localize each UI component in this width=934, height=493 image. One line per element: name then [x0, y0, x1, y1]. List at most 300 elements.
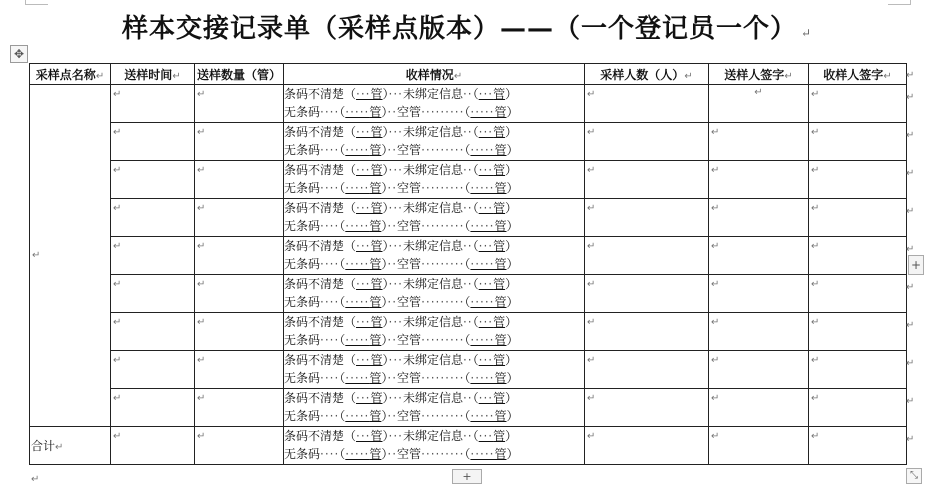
- dot-leader: ·····: [470, 409, 495, 423]
- receiver-signature-cell[interactable]: [809, 85, 907, 123]
- unit-label: 管: [494, 219, 507, 233]
- send-time-cell[interactable]: [111, 237, 195, 275]
- sender-signature-cell[interactable]: [709, 389, 809, 427]
- unit-label: 管: [494, 409, 507, 423]
- paragraph-mark: ↵: [906, 130, 915, 141]
- dot-leader: ·········: [421, 447, 465, 461]
- paragraph-mark: ↵: [587, 241, 596, 252]
- unit-label: 管: [494, 333, 507, 347]
- send-quantity-cell[interactable]: [195, 161, 284, 199]
- tube-count-blank[interactable]: [479, 163, 505, 177]
- condition-label: 未绑定信息: [402, 239, 463, 253]
- condition-line-no-barcode: [284, 103, 584, 121]
- receipt-status-cell[interactable]: [284, 199, 585, 237]
- dot-leader: ·····: [345, 409, 370, 423]
- condition-label: 空管: [397, 105, 422, 119]
- table-move-handle-icon[interactable]: ✥: [10, 45, 28, 63]
- sender-signature-cell[interactable]: [709, 199, 809, 237]
- paren-open: （: [464, 371, 471, 385]
- paragraph-mark: ↵: [587, 89, 596, 100]
- paragraph-mark: ↵: [113, 127, 122, 138]
- dot-leader: ··: [387, 333, 398, 347]
- paren-close: ）: [506, 257, 519, 271]
- send-time-cell[interactable]: [111, 313, 195, 351]
- page-title-text: 样本交接记录单（采样点版本）——（一个登记员一个）: [121, 14, 797, 44]
- unit-label: 管: [494, 143, 507, 157]
- dot-leader: ····: [320, 333, 340, 347]
- unit-label: 管: [369, 143, 382, 157]
- condition-label: 无条码: [284, 143, 321, 157]
- sender-signature-cell[interactable]: [709, 237, 809, 275]
- paragraph-mark: ↵: [906, 206, 915, 217]
- paren-open: （: [472, 87, 479, 101]
- tube-count-blank[interactable]: [356, 201, 382, 215]
- tube-count-blank[interactable]: [356, 125, 382, 139]
- unit-label: 管: [370, 429, 383, 443]
- paragraph-mark: ↵: [711, 317, 720, 328]
- dot-leader: ···: [478, 201, 494, 215]
- paren-close: ）: [382, 163, 389, 177]
- unit-label: 管: [369, 105, 382, 119]
- paragraph-mark: ↵: [906, 320, 915, 331]
- receiver-signature-cell[interactable]: [809, 123, 907, 161]
- paren-close: ）: [505, 201, 518, 215]
- unit-label: 管: [369, 295, 382, 309]
- condition-line-unclear: [284, 389, 584, 407]
- unit-label: 管: [493, 391, 506, 405]
- condition-label: 条码不清楚: [284, 87, 345, 101]
- paragraph-mark: ↵: [197, 393, 206, 404]
- table-header-row: [30, 64, 907, 85]
- unit-label: 管: [493, 353, 506, 367]
- paragraph-mark: ↵: [587, 317, 596, 328]
- send-time-cell[interactable]: [111, 161, 195, 199]
- table-row: [30, 123, 907, 161]
- paragraph-mark: ↵: [711, 127, 720, 138]
- paren-close: ）: [381, 409, 388, 423]
- unit-label: 管: [494, 181, 507, 195]
- condition-label: 空管: [397, 257, 422, 271]
- send-quantity-cell[interactable]: [195, 123, 284, 161]
- paragraph-mark: ↵: [800, 26, 813, 40]
- tube-count-blank[interactable]: [470, 295, 506, 309]
- tube-count-blank[interactable]: [479, 315, 505, 329]
- dot-leader: ··: [387, 105, 398, 119]
- condition-label: 空管: [397, 295, 422, 309]
- send-quantity-cell[interactable]: [195, 389, 284, 427]
- unit-label: 管: [494, 105, 507, 119]
- paren-open: （: [339, 371, 346, 385]
- paragraph-mark: ↵: [587, 355, 596, 366]
- dot-leader: ··: [462, 239, 473, 253]
- sender-signature-cell[interactable]: [709, 351, 809, 389]
- tube-count-blank[interactable]: [345, 105, 381, 119]
- dot-leader: ·····: [345, 295, 370, 309]
- paren-close: ）: [382, 125, 389, 139]
- dot-leader: ··: [462, 125, 473, 139]
- unit-label: 管: [369, 333, 382, 347]
- dot-leader: ·····: [345, 371, 370, 385]
- dot-leader: ···: [356, 315, 371, 329]
- tube-count-blank[interactable]: [356, 315, 382, 329]
- header-label: 采样点名称: [35, 67, 96, 82]
- unit-label: 管: [494, 371, 507, 385]
- paragraph-mark: ↵: [906, 434, 915, 445]
- paren-open: （: [339, 143, 346, 157]
- send-time-cell[interactable]: [111, 351, 195, 389]
- paragraph-mark: ↵: [113, 393, 122, 404]
- unit-label: 管: [493, 277, 506, 291]
- receipt-status-cell[interactable]: [284, 85, 585, 123]
- dot-leader: ···: [388, 429, 403, 443]
- dot-leader: ·········: [421, 295, 465, 309]
- receipt-status-cell[interactable]: [284, 123, 585, 161]
- condition-label: 未绑定信息: [402, 201, 463, 215]
- add-column-button[interactable]: +: [908, 255, 924, 275]
- receiver-signature-cell[interactable]: [809, 161, 907, 199]
- tube-count-blank[interactable]: [470, 257, 506, 271]
- dot-leader: ···: [356, 125, 371, 139]
- paragraph-mark: ↵: [711, 203, 720, 214]
- sampled-count-cell[interactable]: [585, 313, 709, 351]
- paren-open: （: [472, 125, 479, 139]
- tube-count-blank[interactable]: [470, 143, 506, 157]
- dot-leader: ···: [356, 201, 371, 215]
- dot-leader: ·····: [345, 181, 370, 195]
- paren-close: ）: [382, 87, 389, 101]
- dot-leader: ···: [388, 163, 403, 177]
- condition-label: 空管: [397, 219, 422, 233]
- receipt-status-cell[interactable]: [284, 237, 585, 275]
- paren-open: （: [472, 201, 479, 215]
- receipt-status-cell[interactable]: [284, 427, 585, 465]
- paragraph-mark: ↵: [883, 70, 892, 82]
- sender-signature-cell[interactable]: [709, 275, 809, 313]
- paren-open: （: [472, 429, 479, 443]
- paren-close: ）: [505, 353, 518, 367]
- tube-count-blank[interactable]: [470, 105, 506, 119]
- tube-count-blank[interactable]: [345, 447, 381, 461]
- tube-count-blank[interactable]: [345, 333, 381, 347]
- receipt-status-cell[interactable]: [284, 389, 585, 427]
- tube-count-blank[interactable]: [479, 353, 505, 367]
- dot-leader: ·····: [470, 105, 495, 119]
- condition-label: 空管: [397, 409, 422, 423]
- dot-leader: ··: [387, 371, 398, 385]
- sampled-count-cell[interactable]: [585, 123, 709, 161]
- table-row: [30, 199, 907, 237]
- paren-open: （: [344, 277, 357, 291]
- dot-leader: ···: [478, 353, 494, 367]
- tube-count-blank[interactable]: [479, 201, 505, 215]
- unit-label: 管: [493, 87, 506, 101]
- send-quantity-cell[interactable]: [195, 275, 284, 313]
- table-row: [30, 161, 907, 199]
- paren-close: ）: [381, 257, 388, 271]
- paren-close: ）: [506, 143, 519, 157]
- tube-count-blank[interactable]: [470, 447, 506, 461]
- paragraph-mark: ↵: [906, 396, 915, 407]
- unit-label: 管: [494, 295, 507, 309]
- tube-count-blank[interactable]: [345, 295, 381, 309]
- dot-leader: ·········: [421, 105, 465, 119]
- condition-line-unclear: [284, 237, 584, 255]
- paragraph-mark: ↵: [197, 165, 206, 176]
- dot-leader: ····: [320, 447, 340, 461]
- send-time-cell[interactable]: [111, 389, 195, 427]
- dot-leader: ·········: [421, 409, 465, 423]
- tube-count-blank[interactable]: [479, 429, 505, 443]
- receiver-signature-cell[interactable]: [809, 199, 907, 237]
- send-time-cell[interactable]: [111, 123, 195, 161]
- condition-line-no-barcode: [284, 217, 584, 235]
- dot-leader: ·····: [470, 181, 495, 195]
- receiver-signature-cell[interactable]: [809, 389, 907, 427]
- tube-count-blank[interactable]: [356, 277, 382, 291]
- condition-label: 无条码: [284, 409, 321, 423]
- header-receipt-status: [284, 64, 585, 85]
- paren-close: ）: [381, 219, 388, 233]
- paren-close: ）: [506, 181, 519, 195]
- condition-label: 空管: [397, 447, 422, 461]
- paren-open: （: [464, 257, 471, 271]
- dot-leader: ····: [320, 295, 340, 309]
- dot-leader: ···: [478, 125, 494, 139]
- receipt-status-cell[interactable]: [284, 161, 585, 199]
- paren-open: （: [344, 201, 357, 215]
- paragraph-mark: ↵: [811, 165, 820, 176]
- dot-leader: ····: [320, 105, 340, 119]
- tube-count-blank[interactable]: [345, 409, 381, 423]
- paren-open: （: [344, 239, 357, 253]
- send-quantity-cell[interactable]: [195, 199, 284, 237]
- condition-line-unclear: [284, 123, 584, 141]
- tube-count-blank[interactable]: [470, 371, 506, 385]
- dot-leader: ···: [388, 125, 403, 139]
- sampled-count-cell[interactable]: [585, 351, 709, 389]
- paren-close: ）: [381, 143, 388, 157]
- condition-line-no-barcode: [284, 445, 584, 463]
- unit-label: 管: [370, 353, 383, 367]
- send-time-cell[interactable]: [111, 199, 195, 237]
- tube-count-blank[interactable]: [470, 219, 506, 233]
- send-time-cell[interactable]: [111, 85, 195, 123]
- header-label: 送样人签字: [724, 67, 785, 82]
- receipt-status-cell[interactable]: [284, 275, 585, 313]
- tube-count-blank[interactable]: [356, 87, 382, 101]
- paragraph-mark: ↵: [754, 87, 763, 98]
- paragraph-mark: ↵: [197, 279, 206, 290]
- sender-signature-cell[interactable]: [709, 313, 809, 351]
- tube-count-blank[interactable]: [356, 353, 382, 367]
- sampled-count-cell[interactable]: [585, 199, 709, 237]
- paragraph-mark: ↵: [587, 431, 596, 442]
- paren-open: （: [339, 105, 346, 119]
- header-label: 送样数量（管）: [196, 67, 281, 82]
- unit-label: 管: [370, 391, 383, 405]
- tube-count-blank[interactable]: [356, 239, 382, 253]
- paragraph-mark: ↵: [197, 127, 206, 138]
- unit-label: 管: [370, 163, 383, 177]
- sampled-count-cell[interactable]: [585, 427, 709, 465]
- paren-close: ）: [381, 181, 388, 195]
- tube-count-blank[interactable]: [345, 371, 381, 385]
- condition-label: 空管: [397, 371, 422, 385]
- tube-count-blank[interactable]: [345, 219, 381, 233]
- condition-line-unclear: [284, 85, 584, 103]
- tube-count-blank[interactable]: [470, 181, 506, 195]
- dot-leader: ·····: [470, 257, 495, 271]
- condition-label: 条码不清楚: [284, 125, 345, 139]
- tube-count-blank[interactable]: [356, 391, 382, 405]
- receiver-signature-cell[interactable]: [809, 351, 907, 389]
- send-time-cell[interactable]: [111, 275, 195, 313]
- sender-signature-cell[interactable]: [709, 161, 809, 199]
- paren-close: ）: [505, 429, 518, 443]
- tube-count-blank[interactable]: [345, 257, 381, 271]
- sampled-count-cell[interactable]: [585, 389, 709, 427]
- receiver-signature-cell[interactable]: [809, 237, 907, 275]
- header-sampled-count: [585, 64, 709, 85]
- dot-leader: ··: [387, 409, 398, 423]
- paragraph-mark: ↵: [906, 168, 915, 179]
- dot-leader: ··: [387, 219, 398, 233]
- paren-close: ）: [505, 87, 518, 101]
- dot-leader: ···: [388, 201, 403, 215]
- tube-count-blank[interactable]: [479, 125, 505, 139]
- paragraph-mark: ↵: [453, 70, 463, 82]
- paren-close: ）: [382, 201, 389, 215]
- dot-leader: ····: [320, 181, 340, 195]
- paragraph-mark: ↵: [906, 244, 915, 255]
- page-corner-mark-right: [888, 0, 911, 5]
- paragraph-mark: ↵: [197, 431, 206, 442]
- sampled-count-cell[interactable]: [585, 275, 709, 313]
- paren-open: （: [344, 163, 357, 177]
- condition-label: 未绑定信息: [402, 125, 463, 139]
- dot-leader: ·········: [421, 181, 465, 195]
- paragraph-mark: ↵: [784, 70, 793, 82]
- tube-count-blank[interactable]: [345, 143, 381, 157]
- paragraph-mark: ↵: [113, 279, 122, 290]
- receipt-status-cell[interactable]: [284, 313, 585, 351]
- condition-label: 未绑定信息: [402, 315, 463, 329]
- paren-open: （: [344, 315, 357, 329]
- paren-open: （: [344, 87, 357, 101]
- dot-leader: ·········: [421, 257, 465, 271]
- paren-open: （: [339, 333, 346, 347]
- paragraph-mark: ↵: [197, 89, 206, 100]
- receiver-signature-cell[interactable]: [809, 275, 907, 313]
- paren-open: （: [339, 257, 346, 271]
- paren-open: （: [464, 181, 471, 195]
- send-quantity-cell[interactable]: [195, 237, 284, 275]
- tube-count-blank[interactable]: [479, 239, 505, 253]
- dot-leader: ··: [462, 429, 473, 443]
- receiver-signature-cell[interactable]: [809, 313, 907, 351]
- dot-leader: ··: [462, 163, 473, 177]
- dot-leader: ···: [388, 315, 403, 329]
- paragraph-mark: ↵: [587, 203, 596, 214]
- dot-leader: ···: [478, 429, 494, 443]
- dot-leader: ·····: [345, 447, 370, 461]
- receipt-status-cell[interactable]: [284, 351, 585, 389]
- condition-label: 条码不清楚: [284, 429, 345, 443]
- send-quantity-cell[interactable]: [195, 313, 284, 351]
- tube-count-blank[interactable]: [479, 391, 505, 405]
- dot-leader: ·····: [470, 219, 495, 233]
- tube-count-blank[interactable]: [356, 163, 382, 177]
- paragraph-mark: ↵: [197, 241, 206, 252]
- paragraph-mark: ↵: [113, 241, 122, 252]
- tube-count-blank[interactable]: [345, 181, 381, 195]
- paren-close: ）: [381, 295, 388, 309]
- tube-count-blank[interactable]: [356, 429, 382, 443]
- unit-label: 管: [493, 201, 506, 215]
- tube-count-blank[interactable]: [479, 277, 505, 291]
- paragraph-mark: ↵: [95, 70, 105, 82]
- paragraph-mark: ↵: [587, 127, 596, 138]
- condition-label: 未绑定信息: [402, 429, 463, 443]
- paren-open: （: [472, 315, 479, 329]
- paren-close: ）: [382, 353, 389, 367]
- condition-label: 无条码: [284, 257, 321, 271]
- table-row: [30, 351, 907, 389]
- sender-signature-cell[interactable]: [709, 123, 809, 161]
- dot-leader: ···: [356, 239, 371, 253]
- table-resize-handle-icon[interactable]: ⤡: [906, 468, 922, 484]
- paren-close: ）: [381, 447, 388, 461]
- paragraph-mark: ↵: [811, 127, 820, 138]
- dot-leader: ···: [478, 277, 494, 291]
- site-name-cell[interactable]: [30, 85, 111, 427]
- paragraph-mark: ↵: [711, 241, 720, 252]
- send-time-cell[interactable]: [111, 427, 195, 465]
- unit-label: 管: [369, 181, 382, 195]
- header-label: 收样情况: [405, 67, 454, 82]
- send-quantity-cell[interactable]: [195, 351, 284, 389]
- tube-count-blank[interactable]: [470, 409, 506, 423]
- send-quantity-cell[interactable]: [195, 427, 284, 465]
- sampled-count-cell[interactable]: [585, 161, 709, 199]
- header-receiver-signature: [809, 64, 907, 85]
- tube-count-blank[interactable]: [479, 87, 505, 101]
- header-sender-signature: [709, 64, 809, 85]
- tube-count-blank[interactable]: [470, 333, 506, 347]
- sender-signature-cell[interactable]: [709, 85, 809, 123]
- receiver-signature-cell[interactable]: [809, 427, 907, 465]
- condition-label: 条码不清楚: [284, 391, 345, 405]
- sender-signature-cell[interactable]: [709, 427, 809, 465]
- send-quantity-cell[interactable]: [195, 85, 284, 123]
- dot-leader: ·····: [470, 447, 495, 461]
- sampled-count-cell[interactable]: [585, 85, 709, 123]
- dot-leader: ··: [387, 143, 398, 157]
- paren-close: ）: [382, 429, 389, 443]
- unit-label: 管: [494, 257, 507, 271]
- condition-line-unclear: [284, 275, 584, 293]
- paragraph-mark: ↵: [811, 431, 820, 442]
- unit-label: 管: [493, 163, 506, 177]
- sampled-count-cell[interactable]: [585, 237, 709, 275]
- paren-close: ）: [505, 315, 518, 329]
- condition-label: 条码不清楚: [284, 315, 345, 329]
- add-row-button[interactable]: +: [452, 469, 482, 484]
- condition-label: 未绑定信息: [402, 87, 463, 101]
- paren-open: （: [472, 391, 479, 405]
- total-label: 合计: [31, 439, 56, 453]
- condition-line-no-barcode: [284, 179, 584, 197]
